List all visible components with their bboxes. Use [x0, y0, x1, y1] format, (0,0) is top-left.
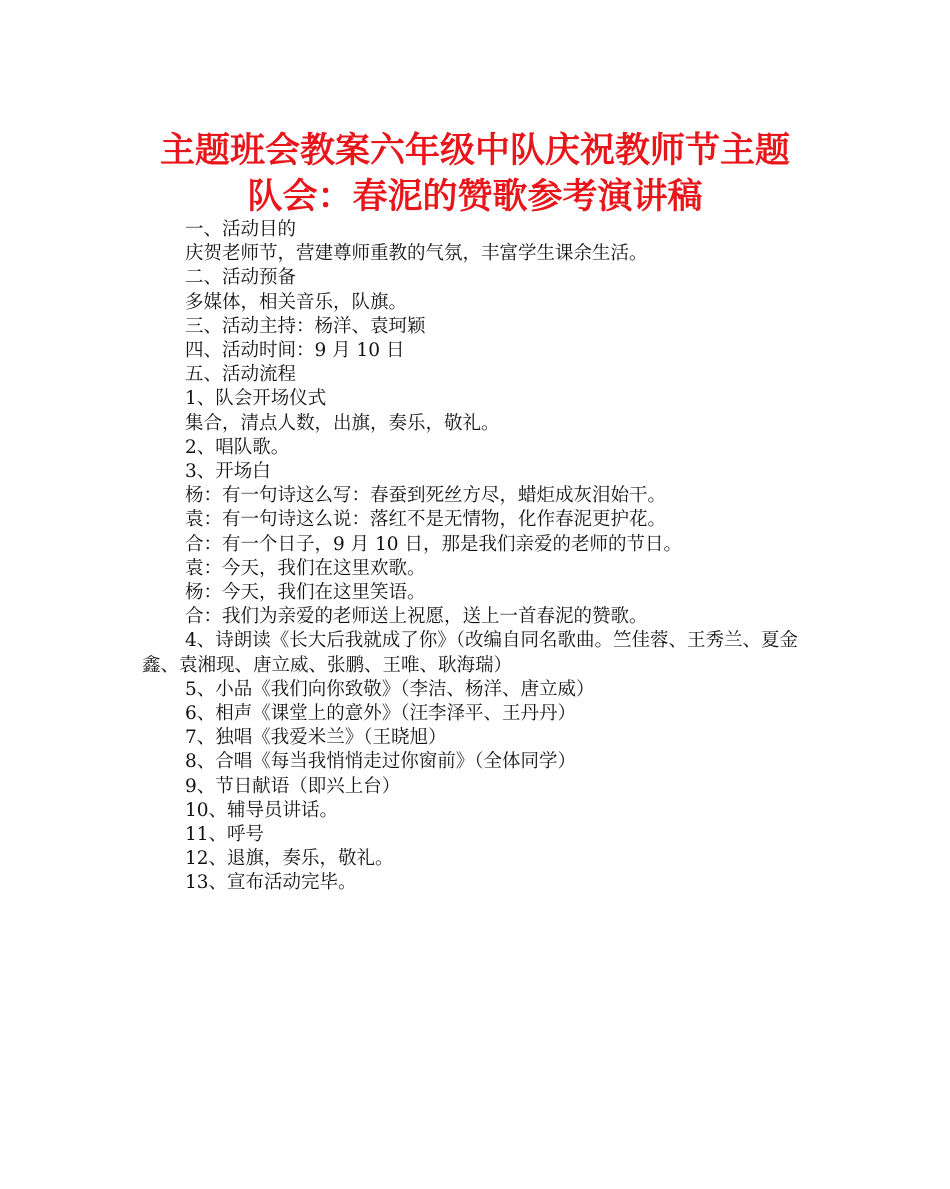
body-line: 9、节日献语（即兴上台）: [185, 775, 401, 797]
body-line: 6、相声《课堂上的意外》（汪李泽平、王丹丹）: [185, 703, 577, 725]
body-line: 杨：今天，我们在这里笑语。: [185, 582, 426, 604]
body-line: 合：有一个日子，9 月 10 日，那是我们亲爱的老师的节日。: [185, 533, 682, 555]
document-title: [0, 128, 950, 220]
body-line: 11、呼号: [185, 824, 265, 846]
body-line: 袁：有一句诗这么说：落红不是无情物，化作春泥更护花。: [185, 509, 667, 531]
body-line: 2、唱队歌。: [185, 436, 290, 458]
body-line: 13、宣布活动完毕。: [185, 872, 357, 894]
body-line: 8、合唱《每当我悄悄走过你窗前》（全体同学）: [185, 751, 577, 773]
body-line: 五、活动流程: [185, 364, 297, 386]
body-line: 多媒体，相关音乐，队旗。: [185, 291, 408, 313]
body-line: 4、诗朗读《长大后我就成了你》（改编自同名歌曲。竺佳蓉、王秀兰、夏金鑫、袁湘现、唐立威、张鹏、王唯、耿海瑞）: [142, 630, 799, 676]
body-line: 5、小品《我们向你致敬》（李洁、杨洋、唐立威）: [185, 678, 595, 700]
body-line: 10、辅导员讲话。: [185, 799, 339, 821]
body-line: 7、独唱《我爱米兰》（王晓旭）: [185, 727, 447, 749]
body-line: 三、活动主持：杨洋、袁珂颖: [185, 315, 426, 337]
body-line: 合：我们为亲爱的老师送上祝愿，送上一首春泥的赞歌。: [185, 606, 648, 628]
body-line: 3、开场白: [185, 461, 271, 483]
body-line: 集合，清点人数，出旗，奏乐，敬礼。: [185, 412, 500, 434]
body-line: 1、队会开场仪式: [185, 388, 327, 410]
body-line: 庆贺老师节，营建尊师重教的气氛，丰富学生课余生活。: [185, 243, 648, 265]
body-line: 一、活动目的: [185, 219, 297, 240]
body-line: 12、退旗，奏乐，敬礼。: [185, 848, 394, 870]
body-line: 二、活动预备: [185, 267, 297, 289]
title-line-1: 主题班会教案六年级中队庆祝教师节主题: [159, 131, 790, 171]
body-line: 杨：有一句诗这么写：春蚕到死丝方尽，蜡炬成灰泪始干。: [185, 485, 667, 507]
document-body: [142, 218, 822, 896]
body-line: 袁：今天，我们在这里欢歌。: [185, 557, 426, 579]
title-line-2: 队会：春泥的赞歌参考演讲稿: [247, 177, 703, 217]
body-line: 四、活动时间：9 月 10 日: [185, 340, 405, 362]
